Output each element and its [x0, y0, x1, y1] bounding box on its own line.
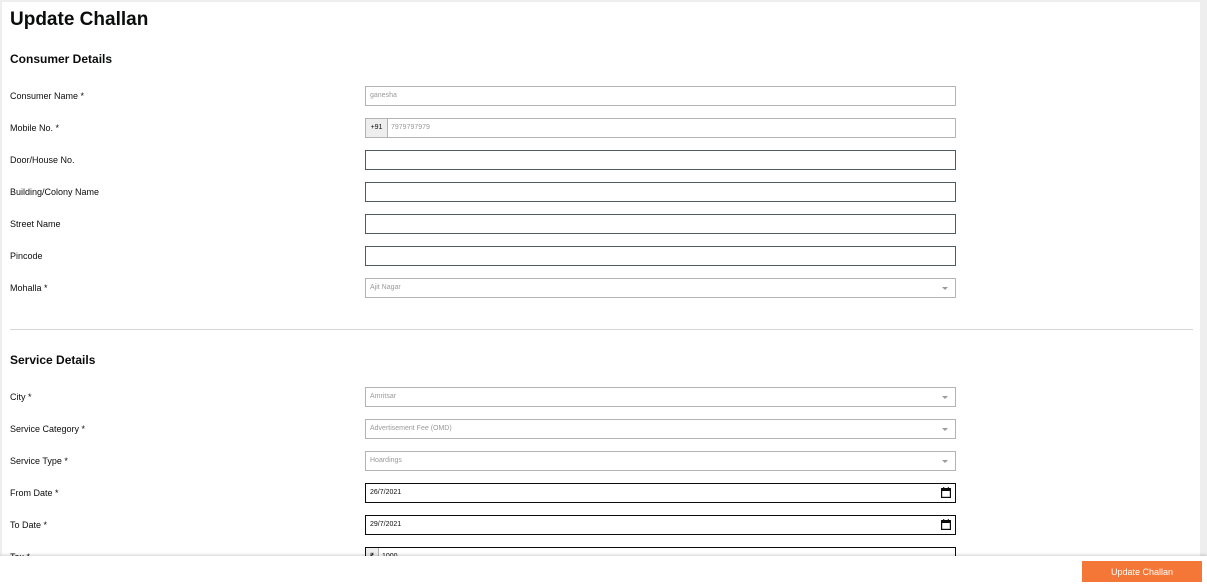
door-no-field[interactable]: [365, 150, 956, 170]
building-row: [2, 182, 1200, 202]
mobile-row: [2, 118, 1200, 138]
street-field[interactable]: [365, 214, 956, 234]
building-input[interactable]: [366, 186, 955, 204]
service-type-row: [2, 451, 1200, 471]
door-no-label: Door/House No.: [10, 155, 75, 165]
country-code-prefix: +91: [366, 119, 388, 137]
to-date-row: [2, 515, 1200, 535]
consumer-name-field[interactable]: [365, 86, 956, 106]
mohalla-value: Ajit Nagar: [370, 284, 401, 291]
service-category-row: [2, 419, 1200, 439]
mohalla-dropdown[interactable]: [365, 278, 956, 298]
service-details-heading: Service Details: [10, 353, 96, 367]
section-divider: [10, 329, 1193, 330]
to-date-label: To Date *: [10, 520, 48, 530]
city-label: City *: [10, 392, 32, 402]
mohalla-label: Mohalla *: [10, 283, 48, 293]
chevron-down-icon[interactable]: [942, 428, 948, 431]
chevron-down-icon[interactable]: [942, 460, 948, 463]
consumer-name-value: ganesha: [370, 92, 397, 99]
service-category-dropdown[interactable]: [365, 419, 956, 439]
mobile-label: Mobile No. *: [10, 123, 60, 133]
calendar-icon[interactable]: [941, 487, 951, 498]
calendar-icon[interactable]: [941, 519, 951, 530]
consumer-name-row: [2, 86, 1200, 106]
city-value: Amritsar: [370, 393, 397, 400]
street-input[interactable]: [366, 218, 955, 236]
from-date-row: [2, 483, 1200, 503]
form-card: [2, 2, 1200, 562]
chevron-down-icon[interactable]: [942, 287, 948, 290]
building-field[interactable]: [365, 182, 956, 202]
chevron-down-icon[interactable]: [942, 396, 948, 399]
from-date-field[interactable]: [365, 483, 956, 503]
city-row: [2, 387, 1200, 407]
pincode-field[interactable]: [365, 246, 956, 266]
to-date-field[interactable]: [365, 515, 956, 535]
consumer-name-label: Consumer Name *: [10, 91, 85, 101]
street-row: [2, 214, 1200, 234]
page-title: Update Challan: [10, 9, 149, 30]
service-type-value: Hoardings: [370, 457, 402, 464]
action-bar: [0, 556, 1207, 586]
pincode-input[interactable]: [366, 250, 955, 268]
mobile-value: 7979797979: [391, 124, 430, 131]
from-date-value: 26/7/2021: [370, 489, 402, 496]
service-type-label: Service Type *: [10, 456, 68, 466]
from-date-label: From Date *: [10, 488, 59, 498]
to-date-value: 29/7/2021: [370, 521, 402, 528]
update-challan-button[interactable]: Update Challan: [1082, 561, 1202, 582]
service-category-value: Advertisement Fee (OMD): [370, 425, 452, 432]
street-label: Street Name: [10, 219, 61, 229]
service-type-dropdown[interactable]: [365, 451, 956, 471]
pincode-row: [2, 246, 1200, 266]
door-no-input[interactable]: [366, 154, 955, 172]
door-no-row: [2, 150, 1200, 170]
mohalla-row: [2, 278, 1200, 298]
consumer-details-heading: Consumer Details: [10, 52, 113, 66]
service-category-label: Service Category *: [10, 424, 86, 434]
city-dropdown[interactable]: [365, 387, 956, 407]
mobile-field[interactable]: [365, 118, 956, 138]
building-label: Building/Colony Name: [10, 187, 100, 197]
pincode-label: Pincode: [10, 251, 43, 261]
